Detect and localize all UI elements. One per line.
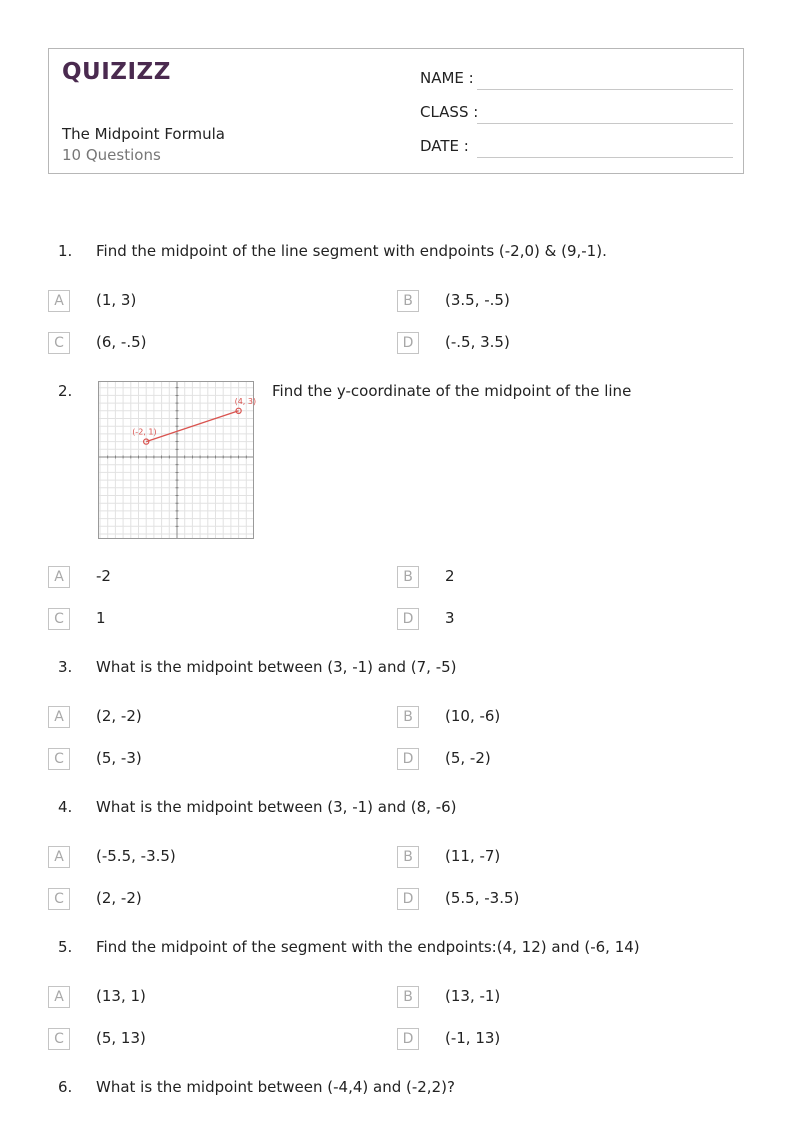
option-letter-a: A [48,290,70,312]
option-c: (6, -.5) [96,333,147,351]
question-number: 1. [58,242,73,260]
option-letter-b: B [397,846,419,868]
option-a: (1, 3) [96,291,137,309]
option-a: (13, 1) [96,987,146,1005]
option-letter-a: A [48,566,70,588]
graph-svg [99,382,257,538]
option-letter-b: B [397,986,419,1008]
worksheet-header [48,48,744,174]
option-c: (5, -3) [96,749,142,767]
option-d: (5, -2) [445,749,491,767]
option-d: (-1, 13) [445,1029,501,1047]
option-letter-d: D [397,888,419,910]
option-c: 1 [96,609,106,627]
option-letter-b: B [397,706,419,728]
option-b: (3.5, -.5) [445,291,510,309]
option-c: (2, -2) [96,889,142,907]
option-letter-d: D [397,332,419,354]
option-letter-a: A [48,846,70,868]
option-b: (11, -7) [445,847,501,865]
class-line [477,123,733,124]
question-text: What is the midpoint between (-4,4) and (-2,2)? [96,1078,455,1096]
option-letter-c: C [48,748,70,770]
option-b: 2 [445,567,455,585]
question-number: 3. [58,658,73,676]
option-b: (10, -6) [445,707,501,725]
option-letter-c: C [48,608,70,630]
option-a: (-5.5, -3.5) [96,847,176,865]
name-label: NAME : [420,69,474,87]
option-letter-c: C [48,1028,70,1050]
option-letter-c: C [48,888,70,910]
coordinate-graph [98,381,257,539]
worksheet-title: The Midpoint Formula [62,125,225,143]
option-letter-a: A [48,986,70,1008]
endpoint-label: (-2, 1) [132,427,157,437]
question-text: Find the y-coordinate of the midpoint of the line [272,382,632,400]
question-count: 10 Questions [62,146,161,164]
option-d: 3 [445,609,455,627]
option-letter-c: C [48,332,70,354]
quizizz-logo: QUIZIZZ [62,59,171,85]
endpoint-label: (4, 3) [234,396,257,406]
option-letter-d: D [397,1028,419,1050]
date-line [477,157,733,158]
name-line [477,89,733,90]
option-letter-b: B [397,290,419,312]
option-letter-d: D [397,608,419,630]
question-text: Find the midpoint of the line segment with endpoints (-2,0) & (9,-1). [96,242,607,260]
question-number: 4. [58,798,73,816]
option-b: (13, -1) [445,987,501,1005]
option-letter-b: B [397,566,419,588]
question-number: 2. [58,382,73,400]
question-number: 6. [58,1078,73,1096]
question-text: What is the midpoint between (3, -1) and (8, -6) [96,798,457,816]
question-text: What is the midpoint between (3, -1) and (7, -5) [96,658,457,676]
option-a: -2 [96,567,111,585]
option-a: (2, -2) [96,707,142,725]
class-label: CLASS : [420,103,479,121]
question-text: Find the midpoint of the segment with the endpoints:(4, 12) and (-6, 14) [96,938,640,956]
option-d: (-.5, 3.5) [445,333,510,351]
date-label: DATE : [420,137,469,155]
option-d: (5.5, -3.5) [445,889,520,907]
question-number: 5. [58,938,73,956]
option-letter-a: A [48,706,70,728]
option-c: (5, 13) [96,1029,146,1047]
option-letter-d: D [397,748,419,770]
